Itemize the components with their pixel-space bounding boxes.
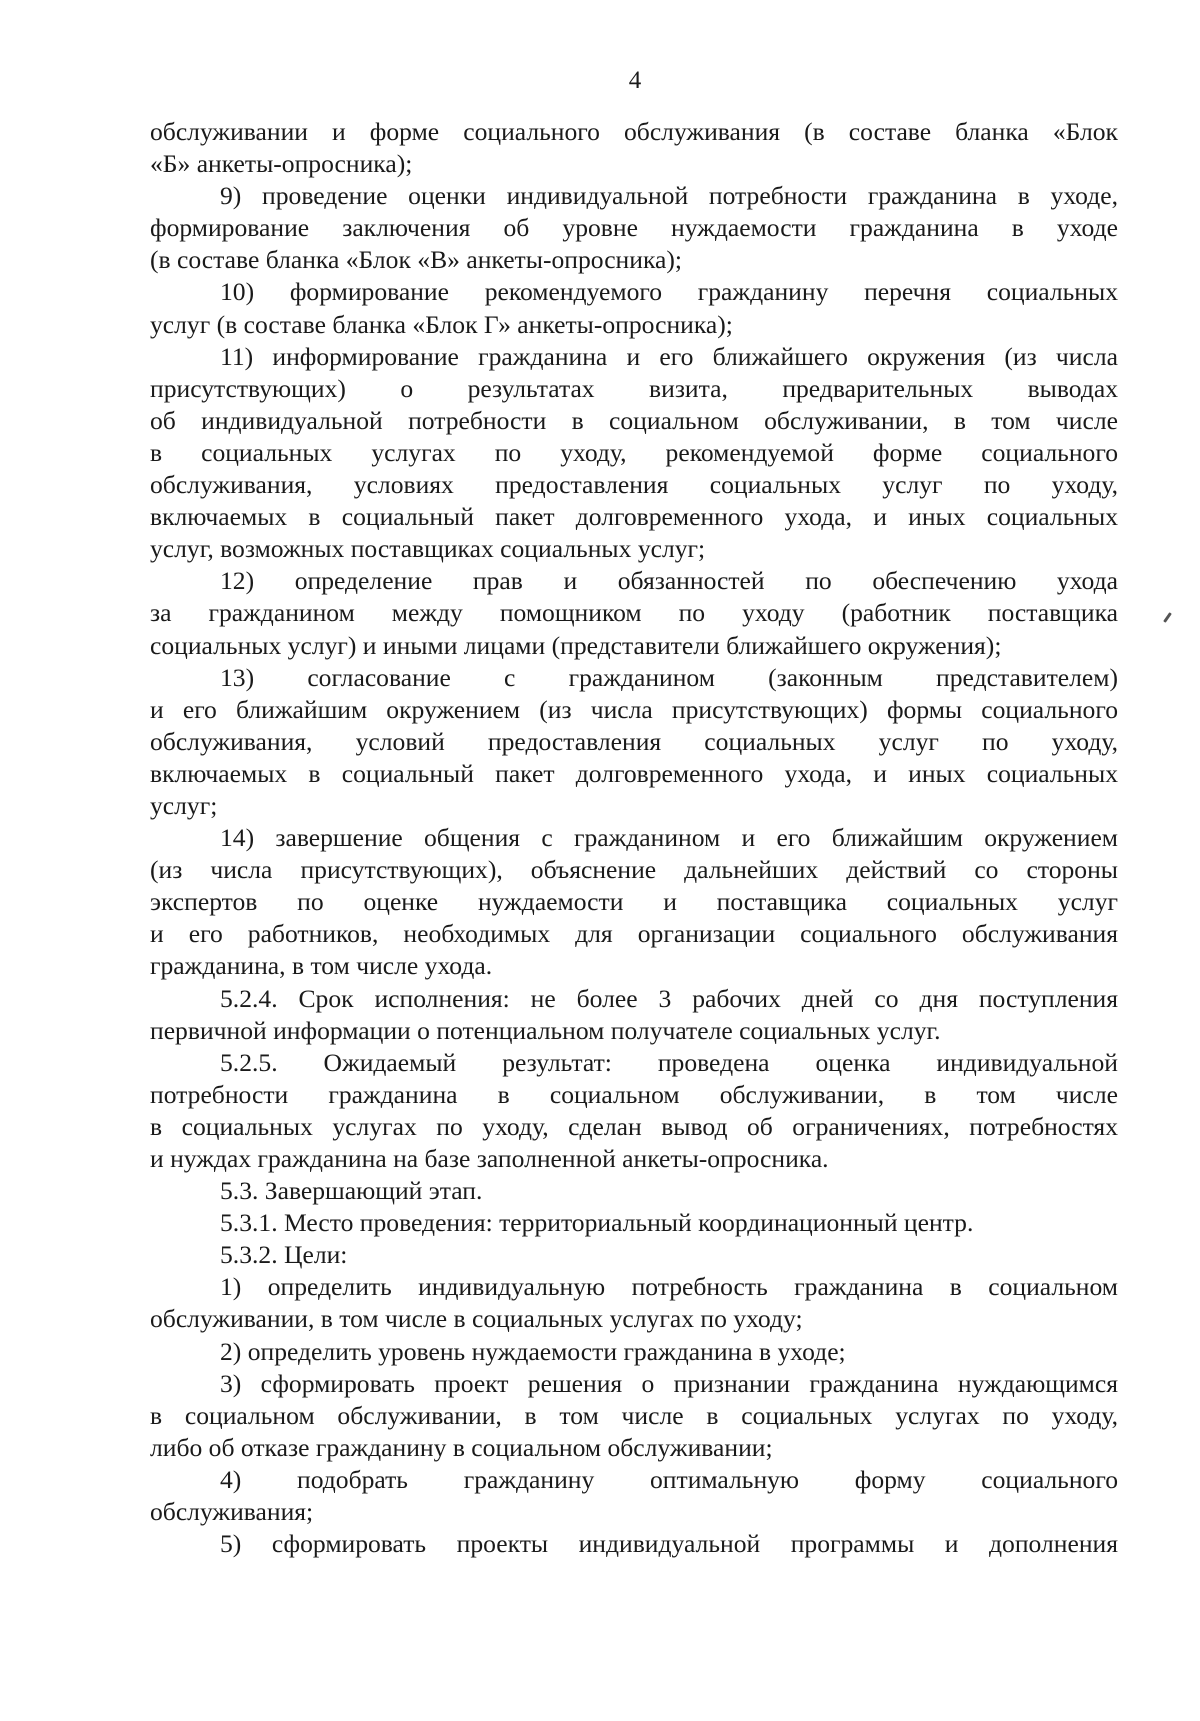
- paragraph-4-line-4: в социальных услугах по уходу, рекомендуемой форме социального: [150, 437, 1118, 467]
- paragraph-9-line-1: 5.2.5. Ожидаемый результат: проведена оценка индивидуальной: [220, 1047, 1118, 1077]
- paragraph-9-line-2: потребности гражданина в социальном обслуживании, в том числе: [150, 1079, 1118, 1109]
- paragraph-17-line-1: 5) сформировать проекты индивидуальной программы и дополнения: [220, 1529, 1118, 1559]
- paragraph-16-line-2: обслуживания;: [150, 1497, 314, 1527]
- paragraph-8-line-1: 5.2.4. Срок исполнения: не более 3 рабочих дней со дня поступления: [220, 983, 1118, 1013]
- paragraph-6-line-5: услуг;: [150, 790, 218, 820]
- paragraph-13-line-1: 1) определить индивидуальную потребность гражданина в социальном: [220, 1272, 1118, 1302]
- paragraph-6-line-4: включаемых в социальный пакет долговременного ухода, и иных социальных: [150, 758, 1118, 788]
- paragraph-4-line-3: об индивидуальной потребности в социальном обслуживании, в том числе: [150, 405, 1118, 435]
- paragraph-6-line-1: 13) согласование с гражданином (законным представителем): [220, 662, 1118, 692]
- paragraph-16-line-1: 4) подобрать гражданину оптимальную форму социального: [220, 1464, 1118, 1494]
- paragraph-4-line-1: 11) информирование гражданина и его ближайшего окружения (из числа: [220, 341, 1118, 371]
- paragraph-9-line-3: в социальных услугах по уходу, сделан вывод об ограничениях, потребностях: [150, 1111, 1118, 1141]
- paragraph-7-line-3: экспертов по оценке нуждаемости и поставщика социальных услуг: [150, 887, 1118, 917]
- page-number: 4: [628, 67, 642, 94]
- paragraph-5-line-2: за гражданином между помощником по уходу (работник поставщика: [150, 598, 1118, 628]
- paragraph-2-line-2: формирование заключения об уровне нуждаемости гражданина в уходе: [150, 213, 1118, 243]
- paragraph-5-line-1: 12) определение прав и обязанностей по обеспечению ухода: [220, 566, 1118, 596]
- paragraph-12-line-1: 5.3.2. Цели:: [220, 1240, 348, 1270]
- paragraph-4-line-6: включаемых в социальный пакет долговременного ухода, и иных социальных: [150, 502, 1118, 532]
- paragraph-10-line-1: 5.3. Завершающий этап.: [220, 1176, 483, 1206]
- paragraph-7-line-1: 14) завершение общения с гражданином и его ближайшим окружением: [220, 823, 1118, 853]
- paragraph-7-line-5: гражданина, в том числе ухода.: [150, 951, 493, 981]
- paragraph-14-line-1: 2) определить уровень нуждаемости гражданина в уходе;: [220, 1336, 846, 1366]
- paragraph-8-line-2: первичной информации о потенциальном получателе социальных услуг.: [150, 1015, 941, 1045]
- paragraph-4-line-7: услуг, возможных поставщиках социальных услуг;: [150, 534, 706, 564]
- paragraph-6-line-2: и его ближайшим окружением (из числа присутствующих) формы социального: [150, 694, 1118, 724]
- paragraph-5-line-3: социальных услуг) и иными лицами (представители ближайшего окружения);: [150, 630, 1002, 660]
- paragraph-1-line-2: «Б» анкеты-опросника);: [150, 149, 413, 179]
- paragraph-3-line-2: услуг (в составе бланка «Блок Г» анкеты-опросника);: [150, 309, 733, 339]
- paragraph-9-line-4: и нуждах гражданина на базе заполненной анкеты-опросника.: [150, 1144, 829, 1173]
- paragraph-15-line-3: либо об отказе гражданину в социальном обслуживании;: [150, 1432, 773, 1462]
- paragraph-13-line-2: обслуживании, в том числе в социальных услугах по уходу;: [150, 1304, 803, 1334]
- paragraph-11-line-1: 5.3.1. Место проведения: территориальный координационный центр.: [220, 1208, 974, 1238]
- document-body: [150, 116, 1118, 1560]
- paragraph-7-line-4: и его работников, необходимых для организации социального обслуживания: [150, 919, 1118, 949]
- paragraph-6-line-3: обслуживания, условий предоставления социальных услуг по уходу,: [150, 726, 1118, 756]
- paragraph-1-line-1: обслуживании и форме социального обслуживания (в составе бланка «Блок: [150, 117, 1118, 146]
- paragraph-3-line-1: 10) формирование рекомендуемого гражданину перечня социальных: [220, 277, 1118, 307]
- paragraph-4-line-2: присутствующих) о результатах визита, предварительных выводах: [150, 373, 1118, 403]
- paragraph-15-line-2: в социальном обслуживании, в том числе в социальных услугах по уходу,: [150, 1400, 1118, 1430]
- pen-mark: [1163, 612, 1172, 623]
- paragraph-15-line-1: 3) сформировать проект решения о признании гражданина нуждающимся: [220, 1368, 1118, 1398]
- paragraph-2-line-3: (в составе бланка «Блок «В» анкеты-опросника);: [150, 245, 682, 275]
- paragraph-4-line-5: обслуживания, условиях предоставления социальных услуг по уходу,: [150, 470, 1118, 500]
- paragraph-2-line-1: 9) проведение оценки индивидуальной потребности гражданина в уходе,: [220, 181, 1118, 211]
- paragraph-7-line-2: (из числа присутствующих), объяснение дальнейших действий со стороны: [150, 855, 1118, 885]
